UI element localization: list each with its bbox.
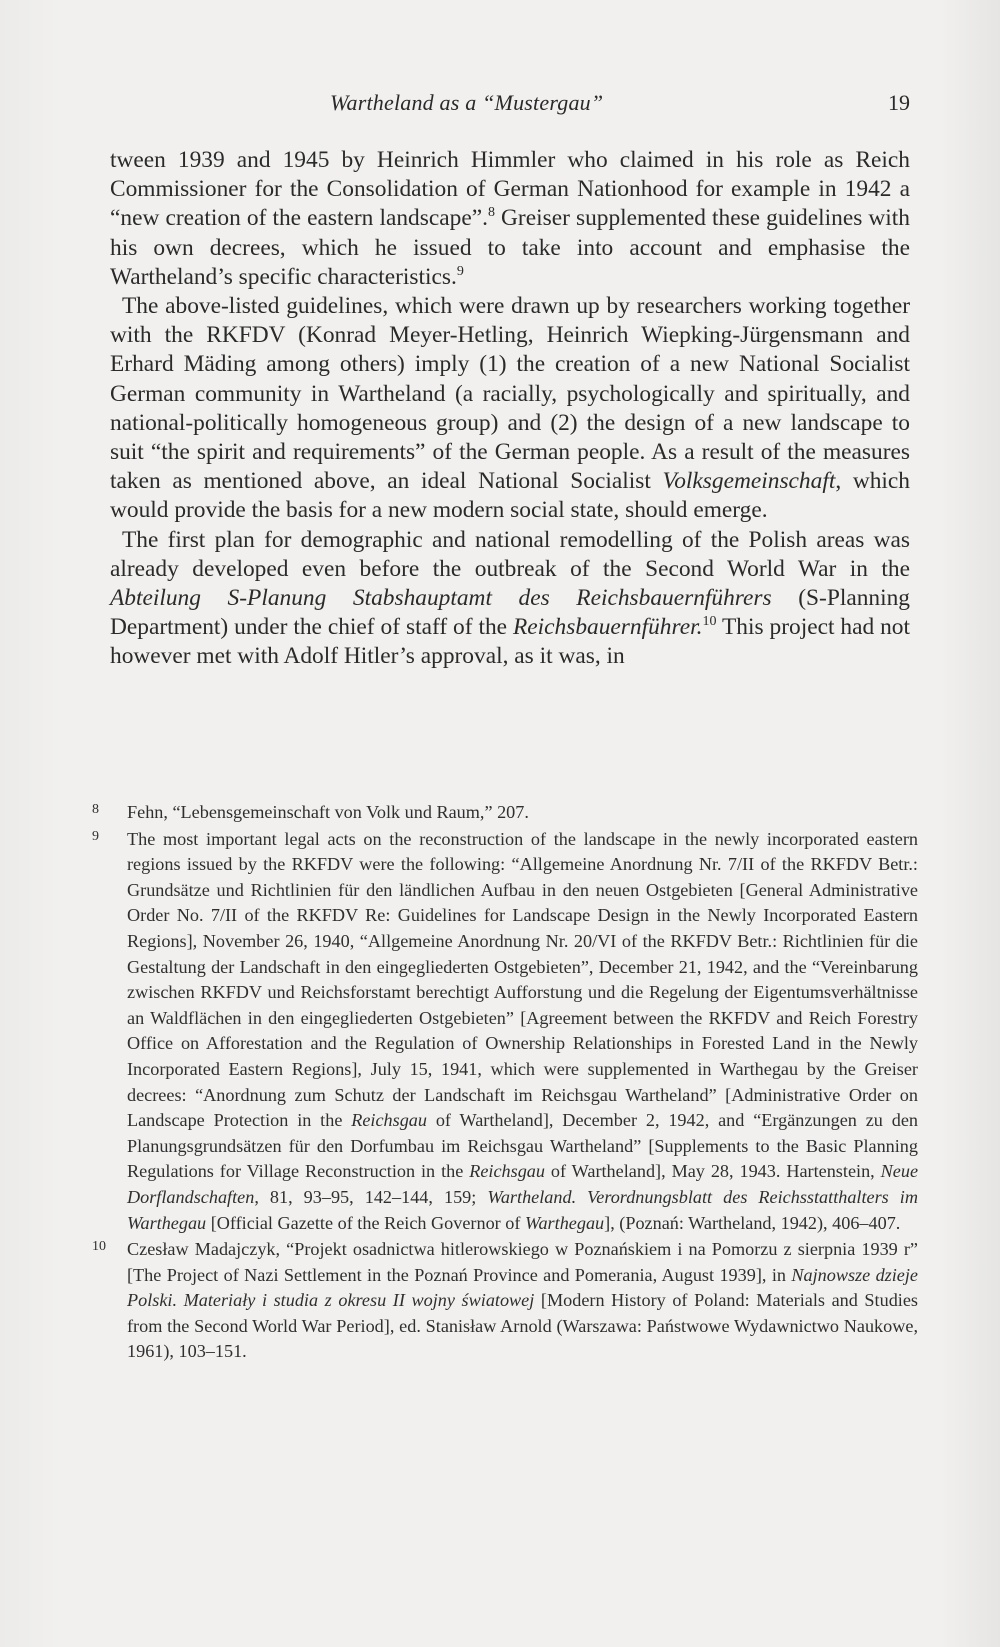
footnote-text xyxy=(127,827,918,1237)
footnotes xyxy=(92,800,918,1366)
paragraph-2 xyxy=(110,292,910,526)
running-head xyxy=(110,90,910,120)
footnote-number: 8 xyxy=(92,802,99,817)
page-number: 19 xyxy=(888,90,910,115)
paragraph-text: , which would provide the basis for a new modern social state, should emerge. xyxy=(110,468,911,524)
footnote-text-run: of Wartheland], December 2, 1942, and “Ergänzungen zu den Planungsgrundsätzen für den Dorfumbau im Reichsgau Wartheland” [Supplements to the Basic Planning Regulations for Village Reconstruction in the xyxy=(127,1110,918,1182)
paragraph-text: The first plan for demographic and national remodelling of the Polish areas was already developed even before the outbreak of the Second World War in the xyxy=(110,526,910,582)
footnote-ref-10: 10 xyxy=(702,614,717,630)
italic-term: Reichsbauernführer. xyxy=(512,614,703,641)
footnote-text-run: of Wartheland], May 28, 1943. Hartenstein, xyxy=(545,1161,881,1182)
italic-term: Wartheland. Verordnungsblatt des Reichsstatthalters im Warthegau xyxy=(127,1186,918,1233)
body-text xyxy=(110,146,910,672)
paragraph-text: Greiser supplemented these guidelines with his own decrees, which he issued to take into account and emphasise the Wartheland’s specific characteristics. xyxy=(110,205,910,290)
paragraph-text: tween 1939 and 1945 by Heinrich Himmler who claimed in his role as Reich Commissioner for the Consolidation of German Nationhood for example in 1942 a “new creation of the eastern landscape”. xyxy=(110,147,910,232)
footnote-text-run: The most important legal acts on the reconstruction of the landscape in the newly incorporated eastern regions issued by the RKFDV were the following: “Allgemeine Anordnung Nr. 7/II of the RKFDV Betr.: Grundsätze und Richtlinien für den ländlichen Aufbau in den neuen Ostgebieten [General Administrative Order No. 7/II of the RKFDV Re: Guidelines for Landscape Design in the Newly Incorporated Eastern Regions], November 26, 1940, “Allgemeine Anordnung Nr. 20/VI of the RKFDV Betr.: Richtlinien für die Gestaltung der Landschaft in den eingegliederten Ostgebieten”, December 21, 1942, and the “Vereinbarung zwischen RKFDV und Reichsforstamt berechtigt Aufforstung und die Regelung der Eigentumsverhältnisse an Waldflächen in den eingegliederten Ostgebieten” [Agreement between the RKFDV and Reich Forestry Office on Afforestation and the Regulation of Ownership Relationships in Forested Land in the Newly Incorporated Eastern Regions], July 15, 1941, which were supplemented in Warthegau by the Greiser decrees: “Anordnung zum Schutz der Landschaft im Reichsgau Wartheland” [Administrative Order on Landscape Protection in the xyxy=(127,828,918,1131)
footnote-text-run: [Modern History of Poland: Materials and Studies from the Second World War Period], ed. Stanisław Arnold (Warszawa: Państwowe Wydawnictwo Naukowe, 1961), 103–151. xyxy=(127,1290,918,1362)
running-title: Wartheland as a “Mustergau” xyxy=(330,90,604,115)
italic-term: Reichsgau xyxy=(351,1110,427,1131)
footnote-text xyxy=(127,1237,918,1365)
italic-term: Volksgemeinschaft xyxy=(662,468,836,495)
italic-term: Reichsgau xyxy=(469,1161,545,1182)
italic-term: Abteilung S-Planung Stabshauptamt des Reichsbauernführers xyxy=(110,585,772,612)
paragraph-text: (S-Planning Department) under the chief of staff of the xyxy=(110,585,910,641)
footnote-9 xyxy=(92,827,918,1237)
footnote-number: 9 xyxy=(92,828,99,844)
italic-term: Neue Dorflandschaften xyxy=(127,1161,919,1207)
paragraph-text: This project had not however met with Adolf Hitler’s approval, as it was, in xyxy=(110,614,910,670)
footnote-text-run: , 81, 93–95, 142–144, 159; xyxy=(254,1186,488,1207)
footnote-ref-9: 9 xyxy=(456,264,464,280)
paragraph-1 xyxy=(110,146,910,292)
footnote-text: Fehn, “Lebensgemeinschaft von Volk und Raum,” 207. xyxy=(127,802,529,822)
footnote-10 xyxy=(92,1237,918,1365)
footnote-ref-8: 8 xyxy=(487,205,495,221)
italic-term: Najnowsze dzieje Polski. Materiały i studia z okresu II wojny światowej xyxy=(127,1264,918,1311)
footnote-text-run: [Official Gazette of the Reich Governor of xyxy=(206,1212,525,1233)
footnote-text-run: ], (Poznań: Wartheland, 1942), 406–407. xyxy=(604,1212,901,1233)
footnote-text-run: Czesław Madajczyk, “Projekt osadnictwa hitlerowskiego w Poznańskiem i na Pomorzu z sierpnia 1939 r” [The Project of Nazi Settlement in the Poznań Province and Pomerania, August 1939], in xyxy=(127,1239,918,1285)
paragraph-text: The above-listed guidelines, which were drawn up by researchers working together with the RKFDV (Konrad Meyer-Hetling, Heinrich Wiepking-Jürgensmann and Erhard Mäding among others) imply (1) the creation of a new National Socialist German community in Wartheland (a racially, psychologically and spiritually, and national-politically homogeneous group) and (2) the design of a new landscape to suit “the spirit and requirements” of the German people. As a result of the measures taken as mentioned above, an ideal National Socialist xyxy=(110,293,910,495)
footnote-8 xyxy=(92,800,918,826)
footnote-number: 10 xyxy=(92,1239,106,1255)
paragraph-3 xyxy=(110,526,910,672)
italic-term: Warthegau xyxy=(524,1212,605,1233)
